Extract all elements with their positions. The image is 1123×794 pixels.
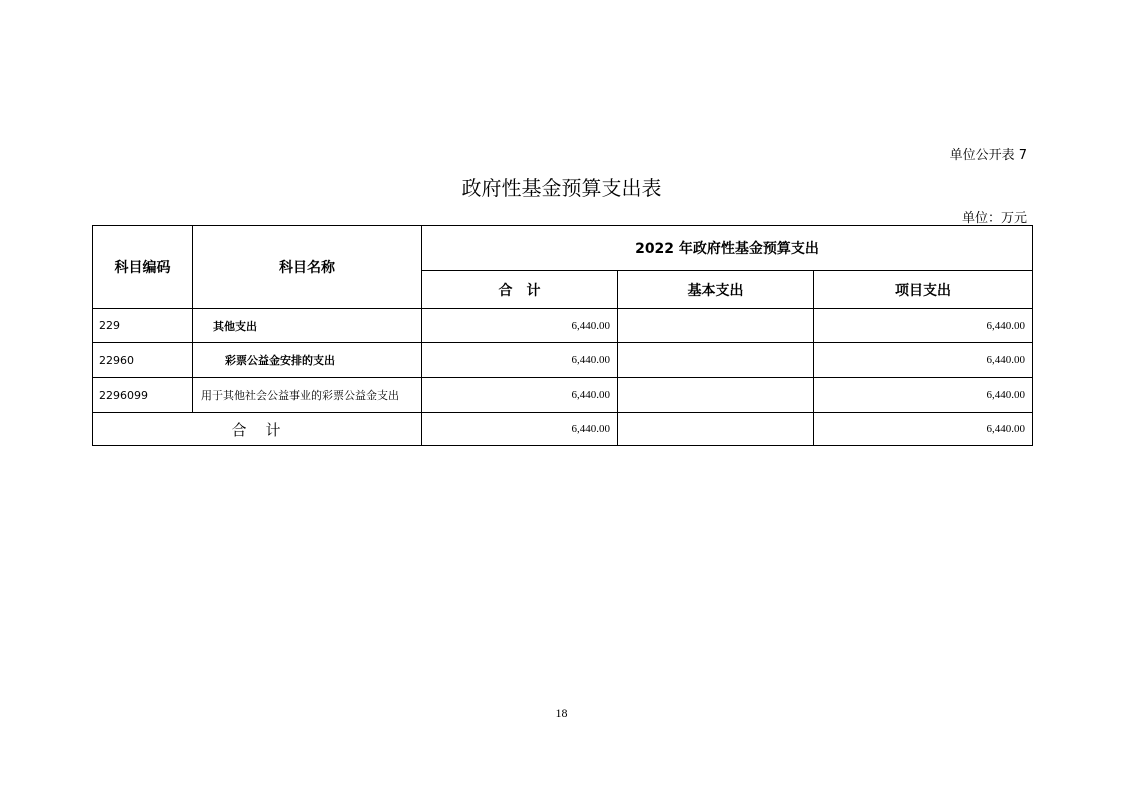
header-name: 科目名称 — [193, 226, 422, 309]
row-basic — [618, 378, 814, 413]
header-basic: 基本支出 — [618, 271, 814, 309]
row-code: 2296099 — [93, 378, 193, 413]
header-row-1 — [93, 226, 1033, 271]
row-code: 22960 — [93, 343, 193, 378]
total-basic — [618, 413, 814, 446]
form-number: 单位公开表 7 — [949, 148, 1027, 163]
row-project: 6,440.00 — [814, 378, 1033, 413]
unit-label: 单位：万元 — [961, 211, 1027, 226]
total-project: 6,440.00 — [814, 413, 1033, 446]
row-name: 用于其他社会公益事业的彩票公益金支出 — [193, 378, 422, 413]
row-total: 6,440.00 — [422, 343, 618, 378]
row-code: 229 — [93, 309, 193, 343]
row-basic — [618, 343, 814, 378]
total-label: 合 计 — [93, 413, 422, 446]
row-name: 彩票公益金安排的支出 — [193, 343, 422, 378]
row-total: 6,440.00 — [422, 309, 618, 343]
total-sum: 6,440.00 — [422, 413, 618, 446]
table-row — [93, 378, 1033, 413]
header-project: 项目支出 — [814, 271, 1033, 309]
page-title: 政府性基金预算支出表 — [461, 176, 662, 200]
row-name: 其他支出 — [193, 309, 422, 343]
row-project: 6,440.00 — [814, 343, 1033, 378]
row-total: 6,440.00 — [422, 378, 618, 413]
row-project: 6,440.00 — [814, 309, 1033, 343]
row-basic — [618, 309, 814, 343]
table-row — [93, 309, 1033, 343]
header-code: 科目编码 — [93, 226, 193, 309]
total-row — [93, 413, 1033, 446]
budget-table — [92, 225, 1033, 446]
table-row — [93, 343, 1033, 378]
page-number: 18 — [555, 706, 568, 720]
header-group: 2022 年政府性基金预算支出 — [422, 226, 1033, 271]
header-total: 合 计 — [422, 271, 618, 309]
